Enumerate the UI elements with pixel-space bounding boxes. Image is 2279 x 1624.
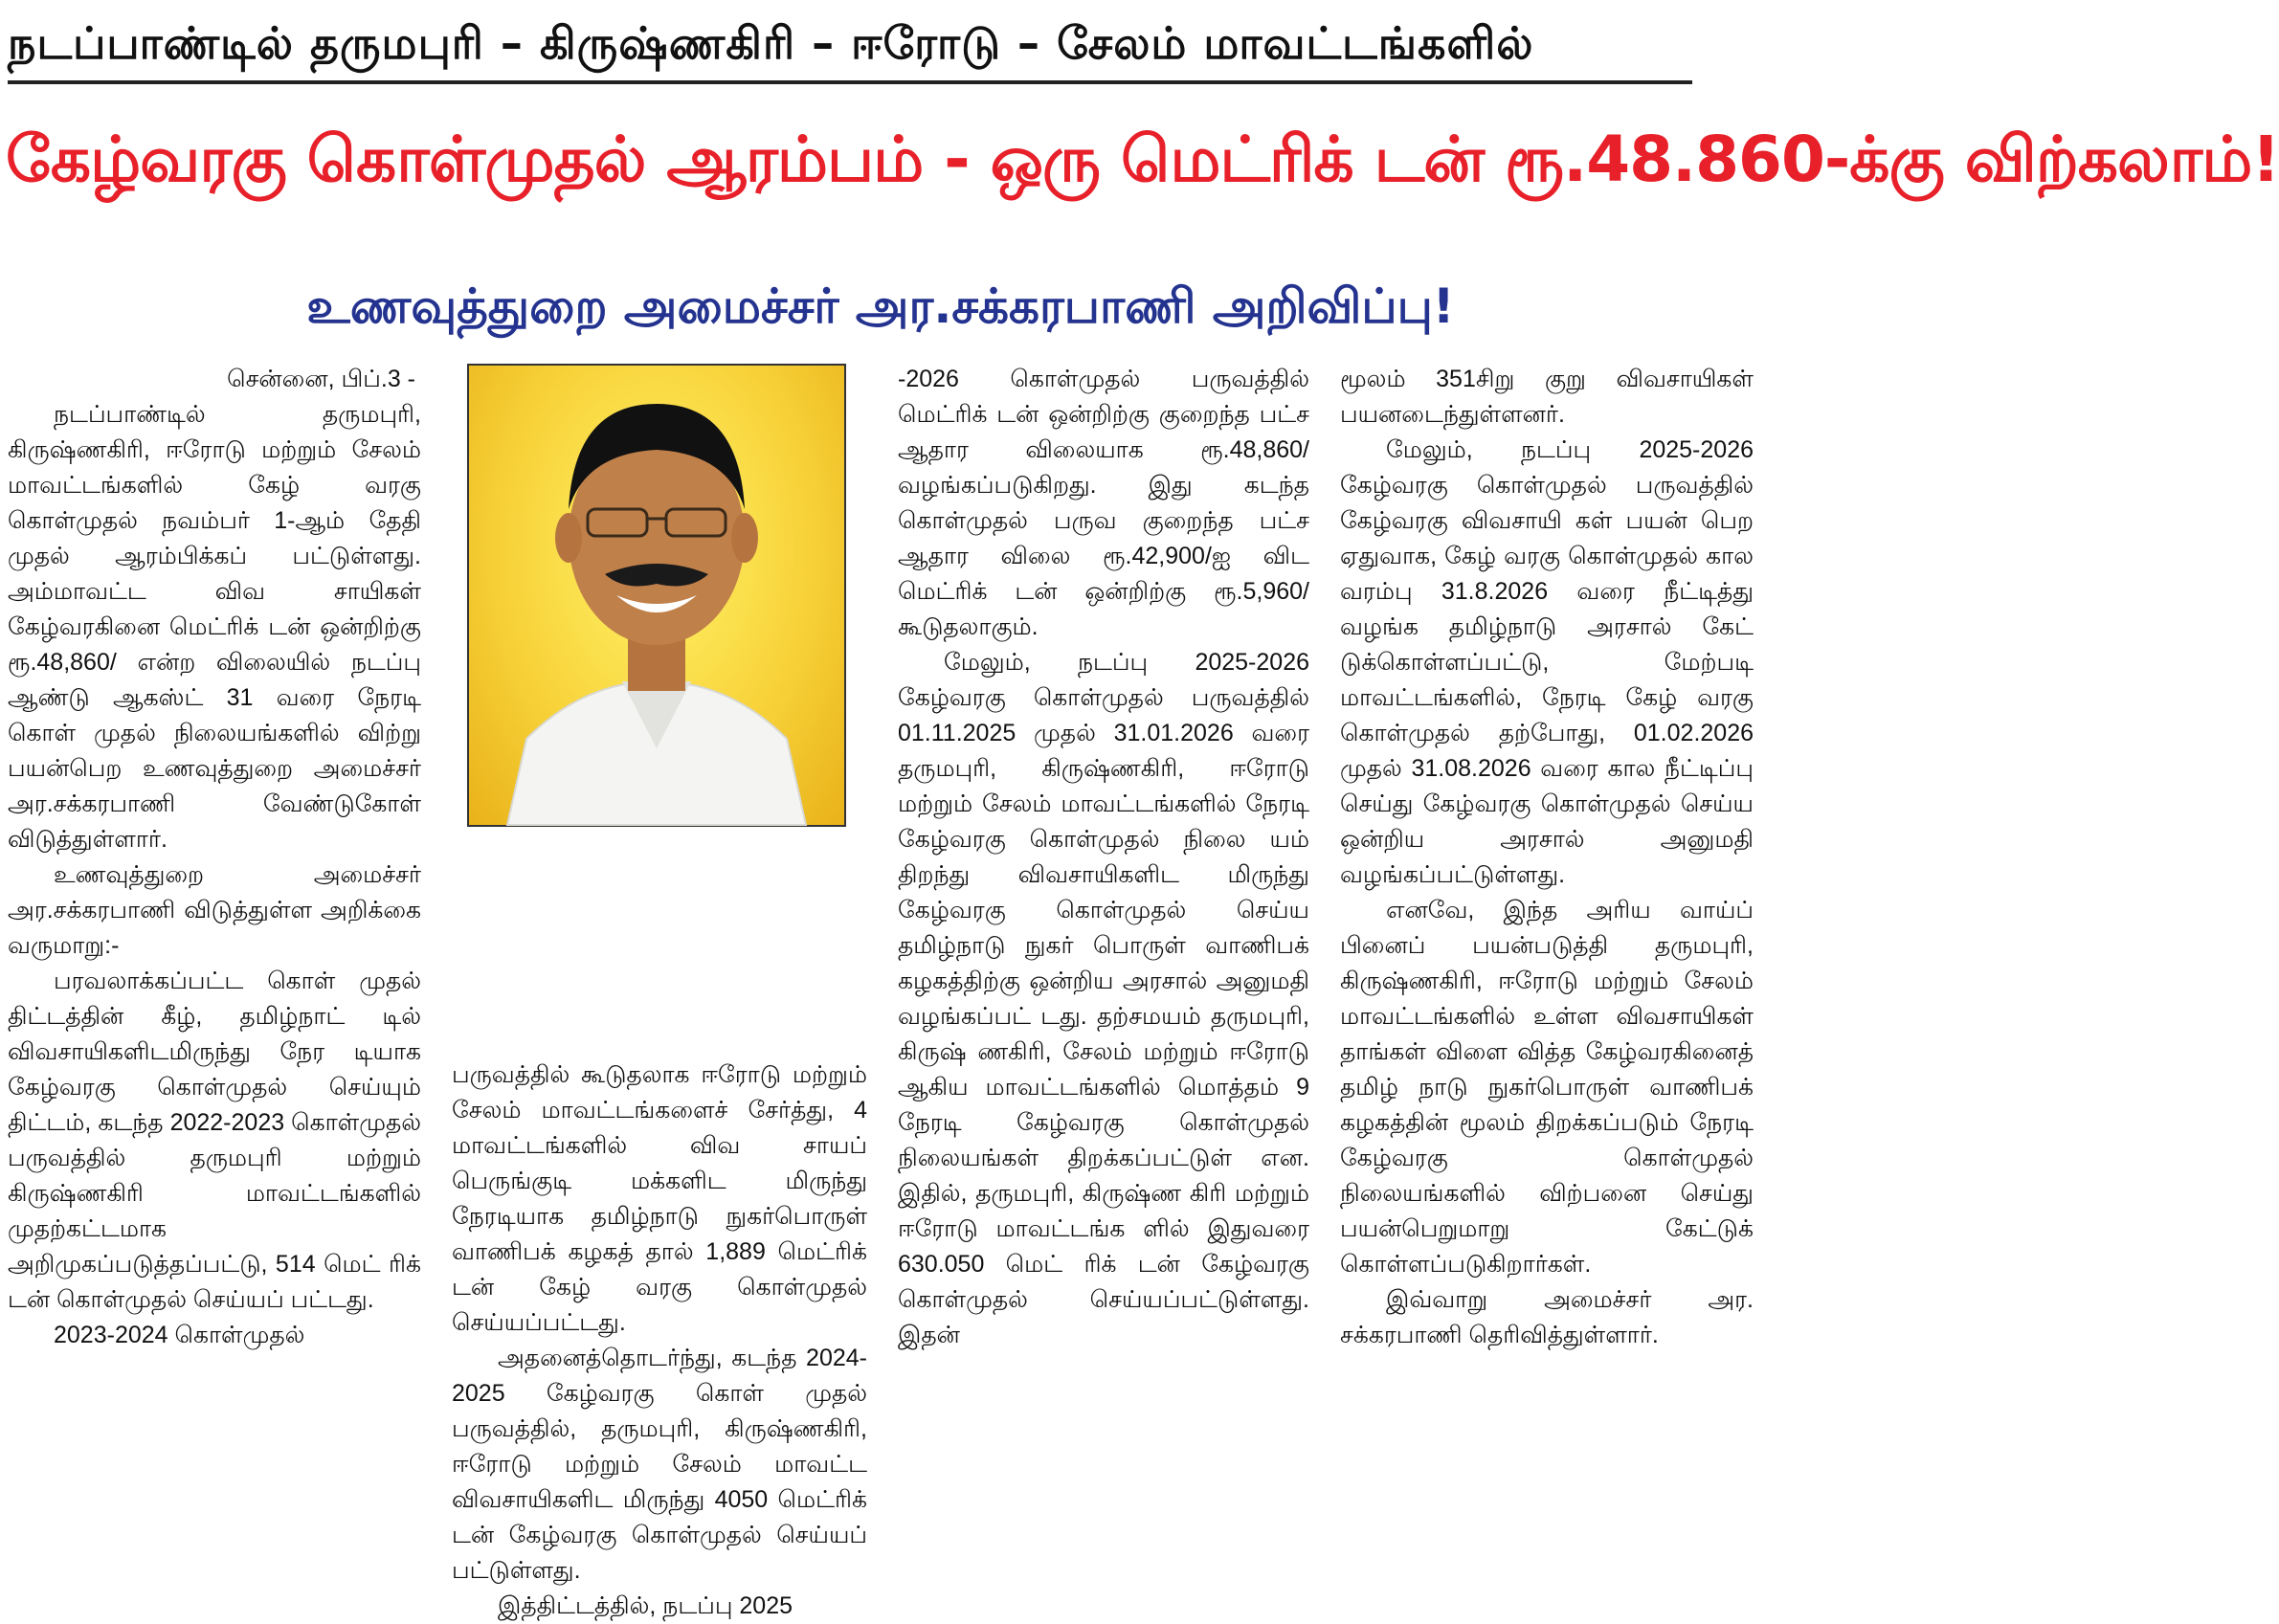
paragraph: உணவுத்துறை அமைச்சர் அர.சக்கரபாணி விடுத்துள்ள அறிக்கை வருமாறு:- bbox=[8, 861, 421, 959]
paragraph: மேலும், நடப்பு 2025-2026 கேழ்வரகு கொள்முதல் பருவத்தில் கேழ்வரகு விவசாயி கள் பயன் பெற ஏதுவாக, கேழ் வரகு கொள்முதல் கால வரம்பு 31.8.2026 வரை நீட்டித்து வழங்க தமிழ்நாடு அரசால் கேட் டுக்கொள்ளப்பட்டு, மேற்படி மாவட்டங்களில், நேரடி கேழ் வரகு கொள்முதல் தற்போது, 01.02.2026 முதல் 31.08.2026 வரை கால நீட்டிப்பு செய்து கேழ்வரகு கொள்முதல் செய்ய ஒன்றிய அரசால் அனுமதி வழங்கப்பட்டுள்ளது. bbox=[1340, 436, 1754, 888]
portrait-photo-icon bbox=[469, 366, 844, 825]
article-column-3 bbox=[898, 362, 1309, 1496]
paragraph: 2023-2024 கொள்முதல் bbox=[54, 1322, 305, 1348]
paragraph: இவ்வாறு அமைச்சர் அர. சக்கரபாணி தெரிவித்துள்ளார். bbox=[1340, 1286, 1754, 1348]
paragraph: எனவே, இந்த அரிய வாய்ப் பினைப் பயன்படுத்தி தருமபுரி, கிருஷ்ணகிரி, ஈரோடு மற்றும் சேலம் மாவட்டங்களில் உள்ள விவசாயிகள் தாங்கள் விளை வித்த கேழ்வரகினைத் தமிழ் நாடு நுகர்பொருள் வாணிபக் கழகத்தின் மூலம் திறக்கப்படும் நேரடி கேழ்வரகு கொள்முதல் நிலையங்களில் விற்பனை செய்து பயன்பெறுமாறு கேட்டுக் கொள்ளப்படுகிறார்கள். bbox=[1340, 897, 1754, 1278]
headline: கேழ்வரகு கொள்முதல் ஆரம்பம் - ஒரு மெட்ரிக் டன் ரூ.48.860-க்கு விற்கலாம்! bbox=[6, 122, 2279, 196]
paragraph: பரவலாக்கப்பட்ட கொள் முதல் திட்டத்தின் கீழ், தமிழ்நாட் டில் விவசாயிகளிடமிருந்து நேர டியாக கேழ்வரகு கொள்முதல் செய்யும் திட்டம், கடந்த 2022-2023 கொள்முதல் பருவத்தில் தருமபுரி மற்றும் கிருஷ்ணகிரி மாவட்டங்களில் முதற்கட்டமாக அறிமுகப்படுத்தப்பட்டு, 514 மெட் ரிக் டன் கொள்முதல் செய்யப் பட்டது. bbox=[8, 968, 421, 1313]
portrait-photo bbox=[467, 364, 846, 827]
subheadline: உணவுத்துறை அமைச்சர் அர.சக்கரபாணி அறிவிப்பு! bbox=[306, 278, 1455, 334]
article-column-1 bbox=[8, 362, 421, 1496]
dateline: சென்னை, பிப்.3 - bbox=[227, 366, 415, 392]
paragraph: -2026 கொள்முதல் பருவத்தில் மெட்ரிக் டன் ஒன்றிற்கு குறைந்த பட்ச ஆதார விலையாக ரூ.48,860/ வழங்கப்படுகிறது. இது கடந்த கொள்முதல் பருவ குறைந்த பட்ச ஆதார விலை ரூ.42,900/ஐ விட மெட்ரிக் டன் ஒன்றிற்கு ரூ.5,960/கூடுதலாகும். bbox=[898, 366, 1309, 640]
paragraph: இத்திட்டத்தில், நடப்பு 2025 bbox=[498, 1592, 793, 1619]
kicker-line: நடப்பாண்டில் தருமபுரி – கிருஷ்ணகிரி – ஈரோடு – சேலம் மாவட்டங்களில் bbox=[8, 6, 1692, 84]
article-column-4 bbox=[1340, 362, 1754, 1496]
paragraph: நடப்பாண்டில் தருமபுரி, கிருஷ்ணகிரி, ஈரோடு மற்றும் சேலம் மாவட்டங்களில் கேழ் வரகு கொள்முதல் நவம்பர் 1-ஆம் தேதி முதல் ஆரம்பிக்கப் பட்டுள்ளது. அம்மாவட்ட விவ சாயிகள் கேழ்வரகினை மெட்ரிக் டன் ஒன்றிற்கு ரூ.48,860/ என்ற விலையில் நடப்பு ஆண்டு ஆகஸ்ட் 31 வரை நேரடி கொள் முதல் நிலையங்களில் விற்று பயன்பெற உணவுத்துறை அமைச்சர் அர.சக்கரபாணி வேண்டுகோள் விடுத்துள்ளார். bbox=[8, 401, 421, 853]
paragraph: அதனைத்தொடர்ந்து, கடந்த 2024-2025 கேழ்வரகு கொள் முதல் பருவத்தில், தருமபுரி, கிருஷ்ணகிரி, ஈரோடு மற்றும் சேலம் மாவட்ட விவசாயிகளிட மிருந்து 4050 மெட்ரிக் டன் கேழ்வரகு கொள்முதல் செய்யப் பட்டுள்ளது. bbox=[452, 1345, 867, 1584]
article-column-2 bbox=[452, 1057, 867, 1619]
paragraph: பருவத்தில் கூடுதலாக ஈரோடு மற்றும் சேலம் மாவட்டங்களைச் சேர்த்து, 4 மாவட்டங்களில் விவ சாயப் பெருங்குடி மக்களிட மிருந்து நேரடியாக தமிழ்நாடு நுகர்பொருள் வாணிபக் கழகத் தால் 1,889 மெட்ரிக் டன் கேழ் வரகு கொள்முதல் செய்யப்பட்டது. bbox=[452, 1061, 867, 1336]
paragraph: மூலம் 351சிறு குறு விவசாயிகள் பயனடைந்துள்ளனர். bbox=[1340, 366, 1754, 428]
paragraph: மேலும், நடப்பு 2025-2026 கேழ்வரகு கொள்முதல் பருவத்தில் 01.11.2025 முதல் 31.01.2026 வரை தருமபுரி, கிருஷ்ணகிரி, ஈரோடு மற்றும் சேலம் மாவட்டங்களில் நேரடி கேழ்வரகு கொள்முதல் நிலை யம் திறந்து விவசாயிகளிட மிருந்து கேழ்வரகு கொள்முதல் செய்ய தமிழ்நாடு நுகர் பொருள் வாணிபக் கழகத்திற்கு ஒன்றிய அரசால் அனுமதி வழங்கப்பட் டது. தற்சமயம் தருமபுரி, கிருஷ் ணகிரி, சேலம் மற்றும் ஈரோடு ஆகிய மாவட்டங்களில் மொத்தம் 9 நேரடி கேழ்வரகு கொள்முதல் நிலையங்கள் திறக்கப்பட்டுள் என. இதில், தருமபுரி, கிருஷ்ண கிரி மற்றும் ஈரோடு மாவட்டங்க ளில் இதுவரை 630.050 மெட் ரிக் டன் கேழ்வரகு கொள்முதல் செய்யப்பட்டுள்ளது. இதன் bbox=[898, 649, 1309, 1348]
